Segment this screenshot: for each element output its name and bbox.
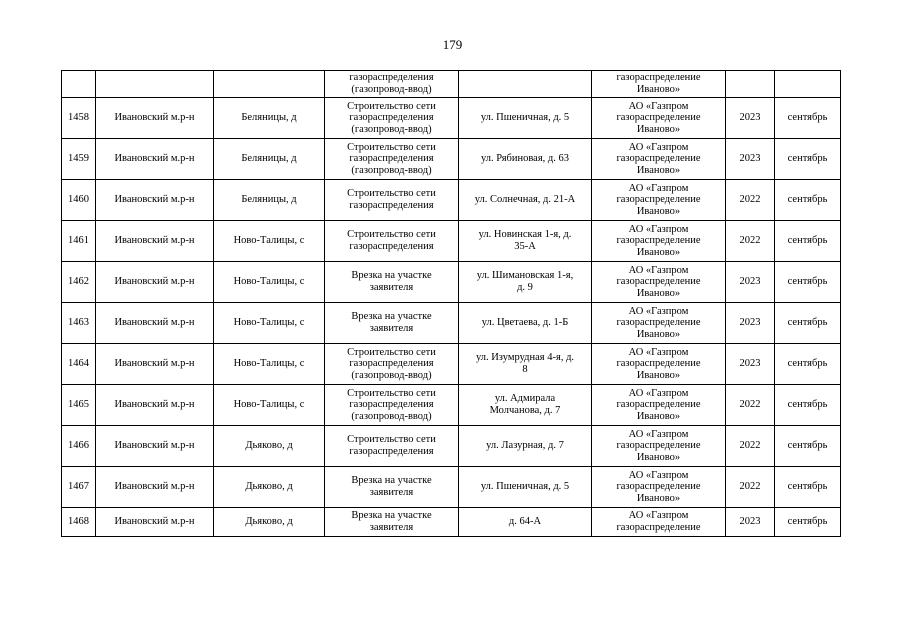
cell-num: 1459 [62,139,96,180]
table-row [62,98,841,139]
cell-district: Ивановский м.р-н [96,180,214,221]
cell-district: Ивановский м.р-н [96,98,214,139]
cell-work: Врезка на участке заявителя [325,467,459,508]
cell-address [459,71,592,98]
cell-district: Ивановский м.р-н [96,467,214,508]
gas-connection-table [61,70,841,537]
cell-settlement: Беляницы, д [214,180,325,221]
cell-num: 1461 [62,221,96,262]
cell-year: 2022 [726,426,775,467]
cell-work: Строительство сети газораспределения (газопровод-ввод) [325,98,459,139]
cell-settlement: Ново-Талицы, с [214,344,325,385]
cell-address: ул. Солнечная, д. 21-А [459,180,592,221]
cell-org: АО «Газпром газораспределение Иваново» [592,180,726,221]
cell-org: АО «Газпром газораспределение [592,508,726,537]
cell-address: ул. Рябиновая, д. 63 [459,139,592,180]
cell-work: Врезка на участке заявителя [325,303,459,344]
cell-year [726,71,775,98]
table-row [62,467,841,508]
cell-address: ул. Пшеничная, д. 5 [459,98,592,139]
cell-district [96,71,214,98]
cell-district: Ивановский м.р-н [96,221,214,262]
cell-org: АО «Газпром газораспределение Иваново» [592,98,726,139]
cell-org: АО «Газпром газораспределение Иваново» [592,221,726,262]
cell-settlement [214,71,325,98]
cell-district: Ивановский м.р-н [96,426,214,467]
cell-settlement: Ново-Талицы, с [214,262,325,303]
cell-year: 2023 [726,98,775,139]
cell-work: Строительство сети газораспределения [325,180,459,221]
cell-org: АО «Газпром газораспределение Иваново» [592,262,726,303]
table-body [62,71,841,537]
cell-month: сентябрь [775,303,841,344]
cell-num: 1465 [62,385,96,426]
cell-district: Ивановский м.р-н [96,262,214,303]
table-row [62,344,841,385]
cell-settlement: Ново-Талицы, с [214,385,325,426]
cell-settlement: Дьяково, д [214,426,325,467]
cell-work: газораспределения (газопровод-ввод) [325,71,459,98]
cell-org: АО «Газпром газораспределение Иваново» [592,139,726,180]
cell-num: 1458 [62,98,96,139]
cell-year: 2023 [726,262,775,303]
cell-num: 1468 [62,508,96,537]
cell-num: 1460 [62,180,96,221]
cell-district: Ивановский м.р-н [96,344,214,385]
cell-work: Строительство сети газораспределения [325,426,459,467]
cell-month: сентябрь [775,262,841,303]
table-row [62,221,841,262]
cell-work: Врезка на участке заявителя [325,262,459,303]
cell-district: Ивановский м.р-н [96,303,214,344]
cell-year: 2023 [726,139,775,180]
cell-num: 1467 [62,467,96,508]
cell-month: сентябрь [775,180,841,221]
cell-work: Врезка на участке заявителя [325,508,459,537]
cell-district: Ивановский м.р-н [96,139,214,180]
cell-settlement: Дьяково, д [214,467,325,508]
table-row [62,426,841,467]
cell-month: сентябрь [775,344,841,385]
cell-month: сентябрь [775,426,841,467]
cell-year: 2022 [726,385,775,426]
cell-district: Ивановский м.р-н [96,385,214,426]
cell-year: 2023 [726,303,775,344]
cell-work: Строительство сети газораспределения (газопровод-ввод) [325,385,459,426]
cell-address: ул. Новинская 1-я, д. 35-А [459,221,592,262]
cell-num: 1464 [62,344,96,385]
cell-address: ул. Адмирала Молчанова, д. 7 [459,385,592,426]
table-row [62,180,841,221]
cell-org: АО «Газпром газораспределение Иваново» [592,426,726,467]
cell-num: 1462 [62,262,96,303]
cell-month: сентябрь [775,508,841,537]
cell-month: сентябрь [775,221,841,262]
page-number: 179 [442,37,463,52]
cell-work: Строительство сети газораспределения (газопровод-ввод) [325,139,459,180]
cell-district: Ивановский м.р-н [96,508,214,537]
cell-year: 2023 [726,344,775,385]
cell-year: 2022 [726,180,775,221]
cell-month: сентябрь [775,467,841,508]
cell-month: сентябрь [775,98,841,139]
cell-settlement: Беляницы, д [214,139,325,180]
cell-settlement: Ново-Талицы, с [214,221,325,262]
cell-org: АО «Газпром газораспределение Иваново» [592,303,726,344]
cell-month: сентябрь [775,139,841,180]
cell-org: АО «Газпром газораспределение Иваново» [592,344,726,385]
cell-num [62,71,96,98]
cell-address: ул. Лазурная, д. 7 [459,426,592,467]
table-row [62,303,841,344]
cell-num: 1463 [62,303,96,344]
cell-month [775,71,841,98]
cell-work: Строительство сети газораспределения (газопровод-ввод) [325,344,459,385]
cell-address: д. 64-А [459,508,592,537]
table-row [62,262,841,303]
cell-address: ул. Изумрудная 4-я, д. 8 [459,344,592,385]
cell-month: сентябрь [775,385,841,426]
cell-address: ул. Цветаева, д. 1-Б [459,303,592,344]
cell-settlement: Дьяково, д [214,508,325,537]
cell-settlement: Ново-Талицы, с [214,303,325,344]
table-row [62,139,841,180]
cell-num: 1466 [62,426,96,467]
cell-year: 2022 [726,221,775,262]
cell-work: Строительство сети газораспределения [325,221,459,262]
cell-address: ул. Шимановская 1-я, д. 9 [459,262,592,303]
cell-year: 2022 [726,467,775,508]
cell-address: ул. Пшеничная, д. 5 [459,467,592,508]
cell-year: 2023 [726,508,775,537]
cell-org: газораспределение Иваново» [592,71,726,98]
cell-org: АО «Газпром газораспределение Иваново» [592,467,726,508]
cell-org: АО «Газпром газораспределение Иваново» [592,385,726,426]
table-row [62,508,841,537]
table-row [62,385,841,426]
cell-settlement: Беляницы, д [214,98,325,139]
table-row [62,71,841,98]
